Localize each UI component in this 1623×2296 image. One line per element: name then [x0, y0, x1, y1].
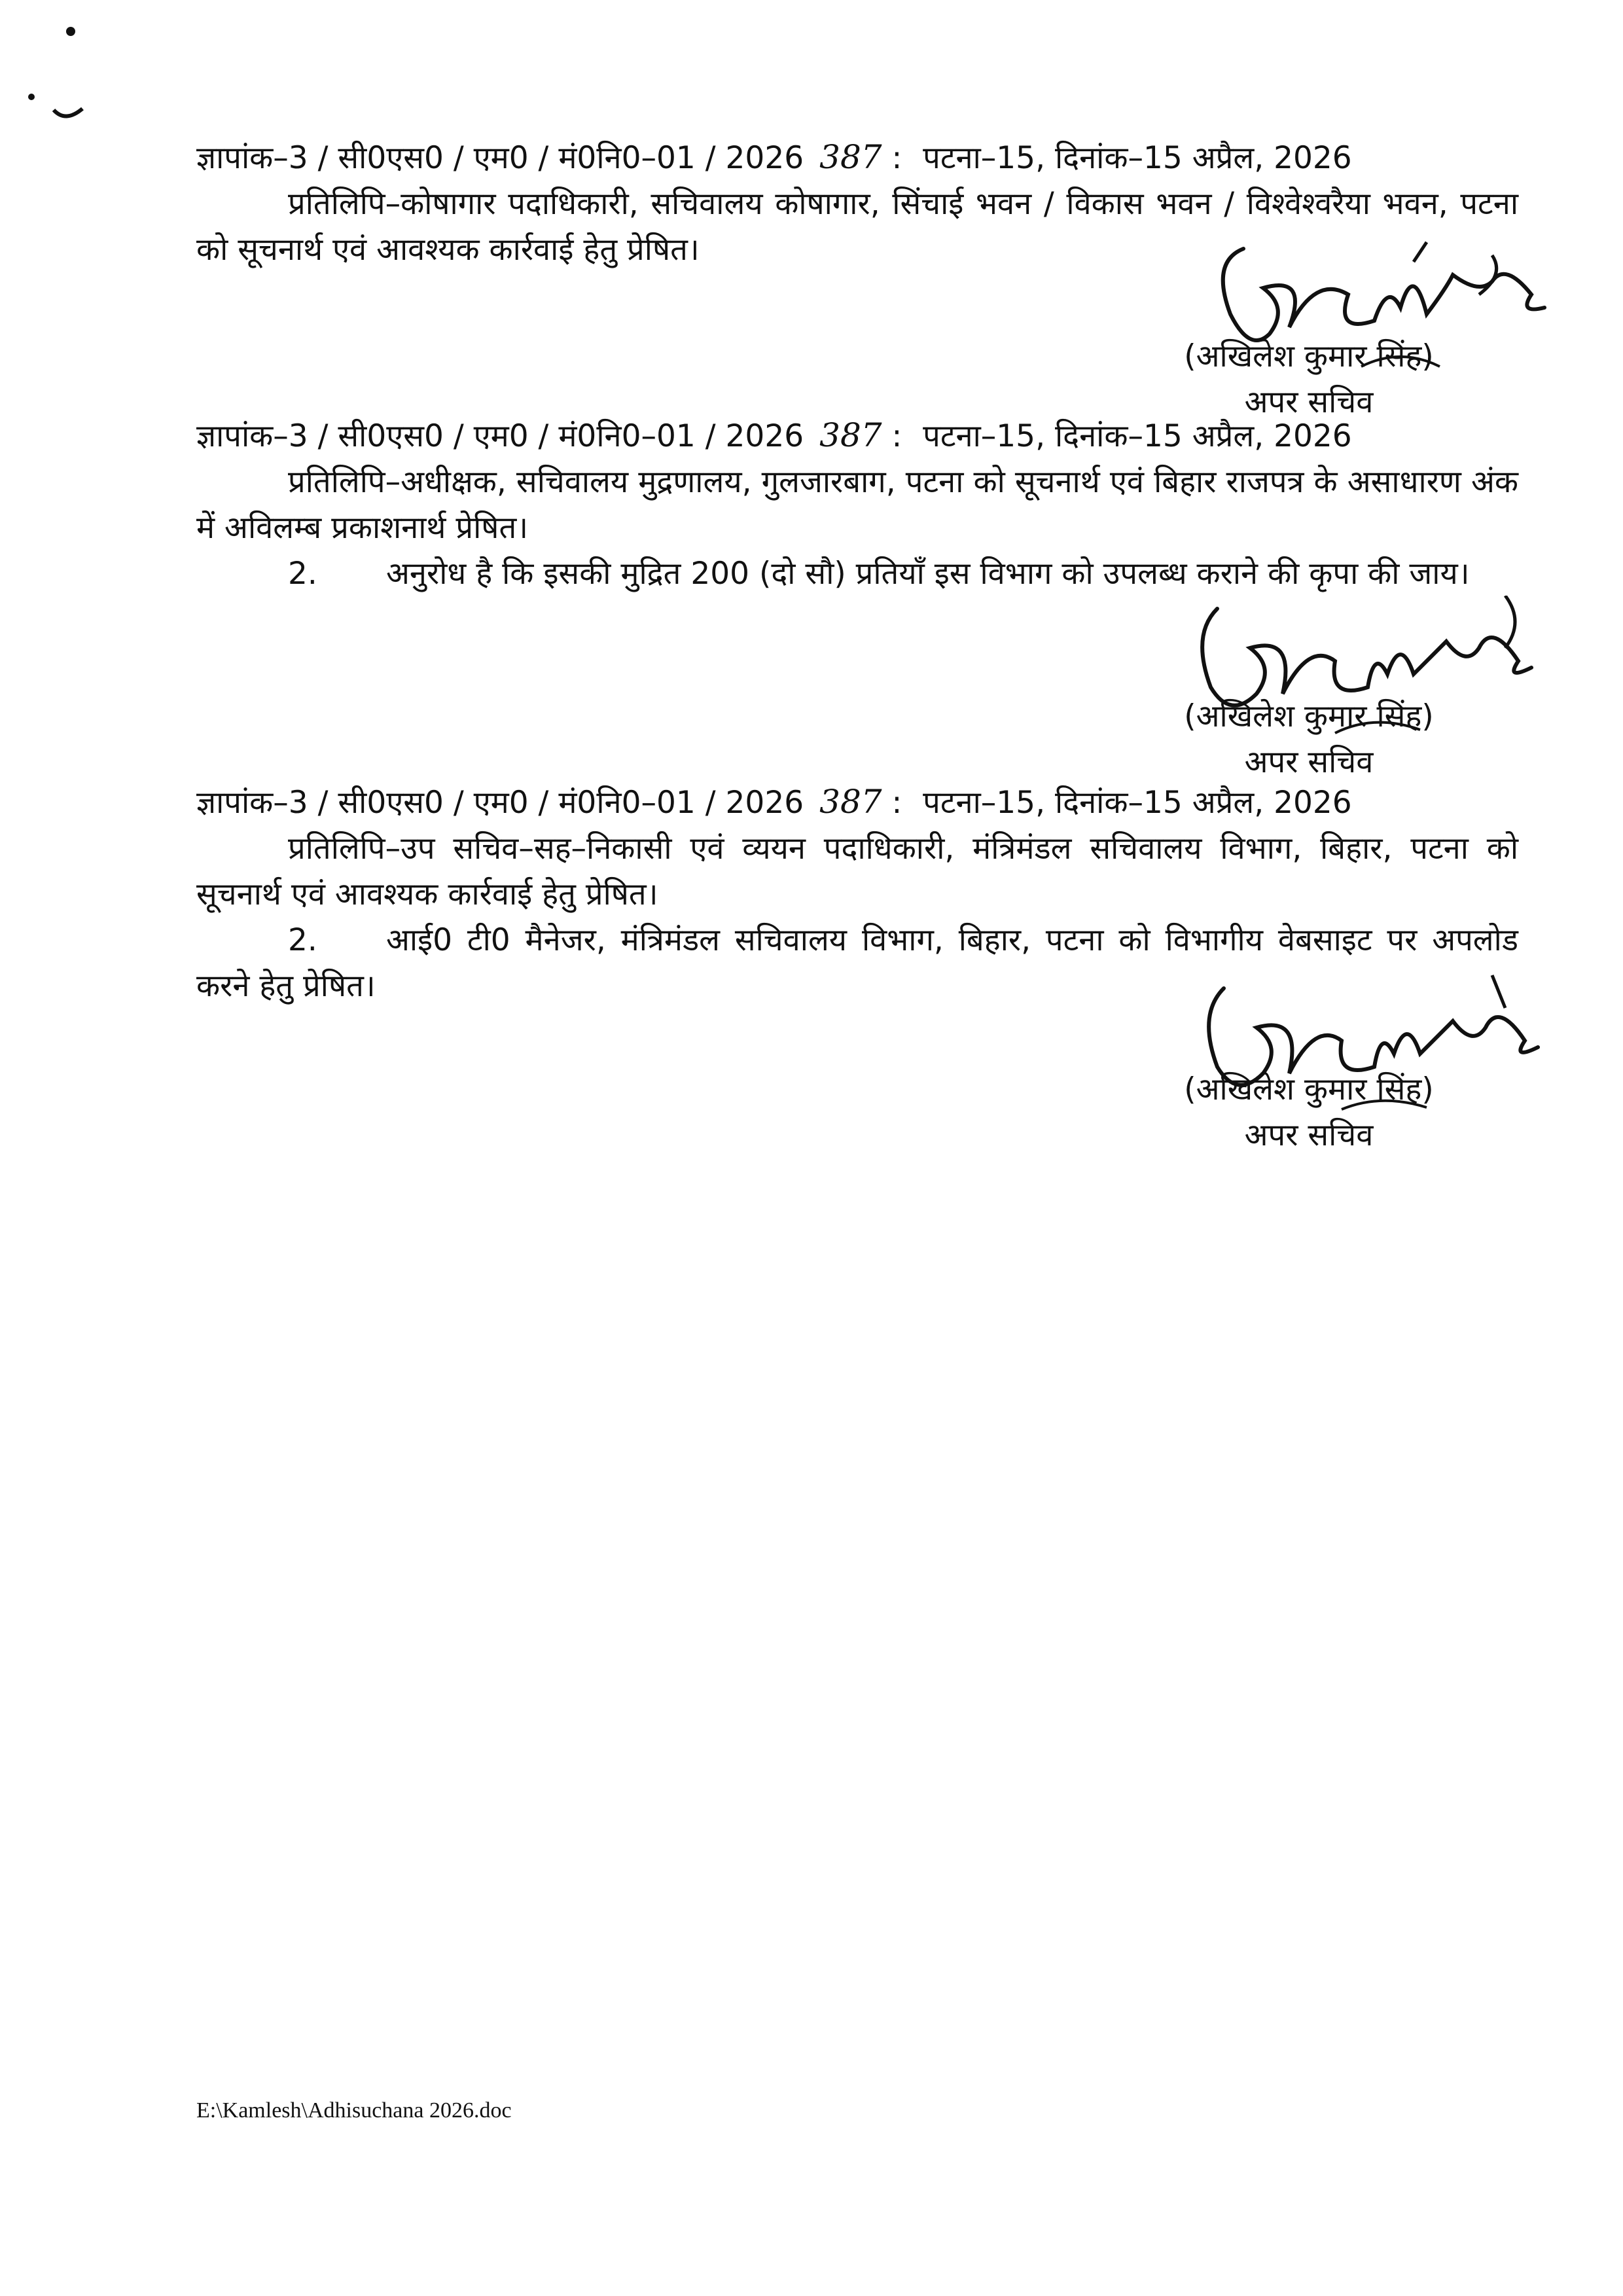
paragraph-text: अनुरोध है कि इसकी मुद्रित 200 (दो सौ) प्रतियाँ इस विभाग को उपलब्ध कराने की कृपा की जाय। [386, 556, 1470, 592]
scan-marks [0, 0, 131, 144]
memo-number-handwritten: 387 [819, 138, 882, 176]
signatory-name: (अखिलेश कुमार सिंह) [1184, 698, 1434, 734]
memo-place-date: पटना–15, दिनांक–15 अप्रैल, 2026 [923, 418, 1352, 454]
signature-block-1 [1139, 236, 1479, 432]
memo-number-dots: : [891, 140, 904, 176]
paragraph-number: 2. [288, 556, 317, 592]
copy-paragraph: प्रतिलिपि–अधीक्षक, सचिवालय मुद्रणालय, गुलजारबाग, पटना को सूचनार्थ एवं बिहार राजपत्र के असाधारण अंक में अविलम्ब प्रकाशनार्थ प्रेषित। [196, 464, 1518, 546]
memo-reference: ज्ञापांक–3 / सी0एस0 / एम0 / मं0नि0–01 / 2026 [196, 418, 804, 454]
signature-block-3 [1139, 969, 1479, 1165]
memo-number [804, 779, 915, 826]
copy-paragraph: प्रतिलिपि–कोषागार पदाधिकारी, सचिवालय कोषागार, सिंचाई भवन / विकास भवन / विश्वेश्वरैया भवन, पटना को सूचनार्थ एवं आवश्यक कार्रवाई हेतु प्रेषित। [196, 186, 1518, 268]
memo-place-date: पटना–15, दिनांक–15 अप्रैल, 2026 [923, 785, 1352, 821]
copy-paragraph: प्रतिलिपि–उप सचिव–सह–निकासी एवं व्ययन पदाधिकारी, मंत्रिमंडल सचिवालय विभाग, बिहार, पटना को सूचनार्थ एवं आवश्यक कार्रवाई हेतु प्रेषित। [196, 831, 1518, 912]
memo-reference: ज्ञापांक–3 / सी0एस0 / एम0 / मं0नि0–01 / 2026 [196, 140, 804, 176]
signatory-name: (अखिलेश कुमार सिंह) [1184, 338, 1434, 374]
memo-reference-line [196, 134, 1518, 181]
memo-place-date: पटना–15, दिनांक–15 अप्रैल, 2026 [923, 140, 1352, 176]
signature-block-2 [1139, 596, 1479, 792]
signatory-designation: अपर सचिव [1244, 384, 1374, 420]
paragraph-text: आई0 टी0 मैनेजर, मंत्रिमंडल सचिवालय विभाग, बिहार, पटना को विभागीय वेबसाइट पर अपलोड करने हेतु प्रेषित। [196, 922, 1518, 1004]
signatory-name: (अखिलेश कुमार सिंह) [1184, 1071, 1434, 1107]
memo-number-dots: : [891, 418, 902, 454]
memo-number [804, 134, 915, 181]
memo-reference-line [196, 412, 1518, 459]
numbered-paragraph [196, 551, 1518, 597]
memo-reference: ज्ञापांक–3 / सी0एस0 / एम0 / मं0नि0–01 / 2026 [196, 785, 804, 821]
paragraph-number: 2. [288, 922, 317, 958]
memo-reference-line [196, 779, 1518, 826]
memo-number-handwritten: 387 [819, 783, 882, 821]
memo-number-dots: : [891, 785, 902, 821]
signatory-designation: अपर सचिव [1244, 744, 1374, 780]
memo-number [804, 412, 915, 459]
file-path-footer: E:\Kamlesh\Adhisuchana 2026.doc [196, 2098, 512, 2123]
signatory-designation: अपर सचिव [1244, 1117, 1374, 1153]
memo-number-handwritten: 387 [819, 416, 882, 454]
memo-section-2 [196, 412, 1518, 597]
